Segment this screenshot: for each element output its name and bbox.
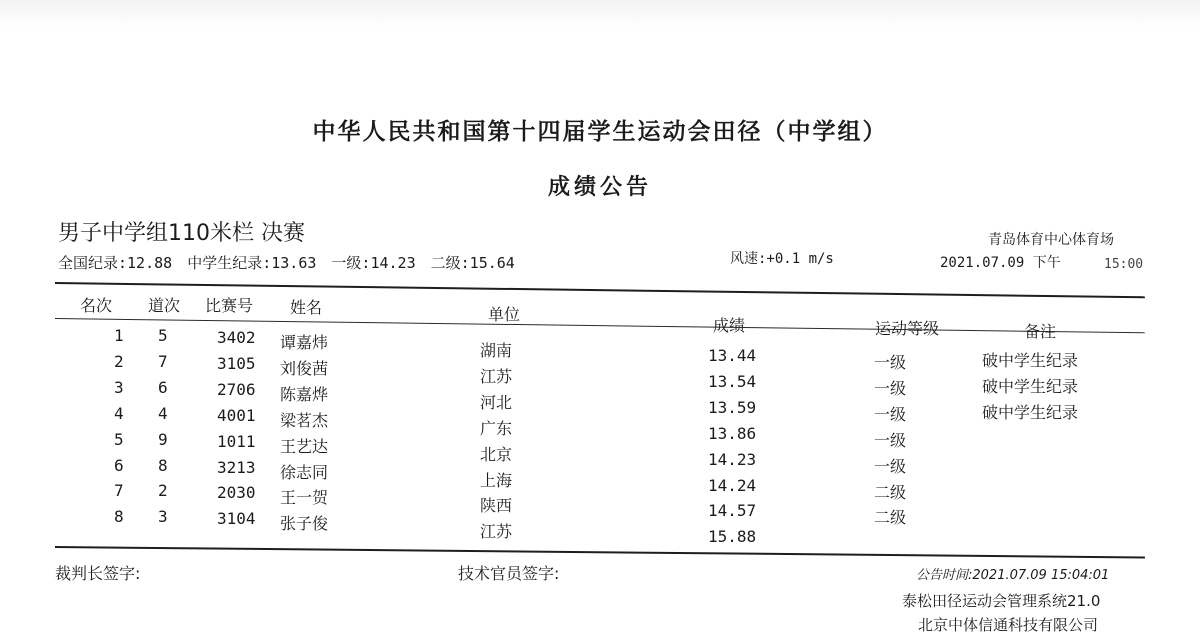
col-lane-header: 道次: [148, 296, 181, 315]
cell-grade: 一级: [874, 353, 907, 372]
cell-bib: 3213: [217, 457, 256, 477]
cell-rank: 4: [114, 403, 124, 423]
cell-bib: 3105: [217, 353, 256, 373]
cell-result: 15.88: [708, 527, 757, 547]
cell-unit: 陕西: [480, 496, 513, 516]
cell-bib: 2030: [217, 483, 256, 503]
records-line: 全国纪录:12.88 中学生纪录:13.63 一级:14.23 二级:15.64: [58, 254, 515, 272]
cell-unit: 河北: [480, 392, 513, 412]
cell-lane: 9: [158, 429, 168, 449]
event-date: 2021.07.09 下午: [940, 255, 1061, 271]
cell-unit: 江苏: [480, 366, 513, 386]
cell-rank: 5: [114, 429, 124, 449]
cell-lane: 8: [158, 455, 168, 475]
tech-official-signature: 技术官员签字:: [458, 564, 560, 583]
col-name-header: 姓名: [290, 298, 323, 317]
cell-name: 谭嘉炜: [280, 333, 329, 352]
cell-name: 梁茗杰: [280, 410, 329, 430]
cell-name: 徐志同: [280, 462, 329, 482]
cell-name: 刘俊茜: [280, 358, 329, 378]
company-name: 北京中体信通科技有限公司: [918, 616, 1099, 634]
cell-unit: 上海: [480, 470, 513, 490]
cell-grade: 一级: [874, 430, 907, 450]
col-note-header: 备注: [1024, 322, 1057, 341]
cell-lane: 7: [158, 351, 168, 371]
paper-fold-shadow: [0, 0, 1200, 28]
cell-unit: 广东: [480, 418, 513, 438]
cell-bib: 3402: [217, 328, 256, 347]
cell-rank: 8: [114, 507, 124, 527]
cell-lane: 5: [158, 326, 168, 345]
cell-result: 14.57: [708, 501, 757, 521]
cell-bib: 1011: [217, 431, 256, 451]
col-rank-header: 名次: [80, 296, 113, 315]
cell-lane: 6: [158, 377, 168, 397]
cell-unit: 江苏: [480, 522, 513, 542]
table-bottom-rule: [55, 546, 1145, 558]
cell-result: 14.24: [708, 475, 757, 495]
cell-grade: 一级: [874, 456, 907, 476]
cell-name: 王艺达: [280, 436, 329, 456]
cell-grade: 二级: [874, 508, 907, 528]
document-subtitle: 成绩公告: [547, 175, 652, 200]
cell-rank: 3: [114, 377, 124, 397]
col-result-header: 成绩: [713, 316, 746, 335]
cell-bib: 3104: [217, 509, 256, 529]
cell-note: 破中学生纪录: [982, 376, 1079, 396]
cell-bib: 4001: [217, 405, 256, 425]
cell-unit: 北京: [480, 444, 513, 464]
chief-referee-signature: 裁判长签字:: [55, 564, 141, 583]
cell-result: 13.44: [708, 346, 757, 365]
document-title: 中华人民共和国第十四届学生运动会田径（中学组）: [312, 119, 888, 145]
cell-name: 王一贺: [280, 488, 329, 508]
wind-speed: 风速:+0.1 m/s: [730, 251, 834, 267]
cell-rank: 6: [114, 455, 124, 475]
event-time: 15:00: [1104, 257, 1144, 272]
cell-lane: 2: [158, 481, 168, 501]
cell-grade: 一级: [874, 378, 907, 398]
cell-result: 14.23: [708, 449, 757, 469]
cell-grade: 二级: [874, 482, 907, 502]
cell-rank: 7: [114, 481, 124, 501]
cell-bib: 2706: [217, 379, 256, 399]
cell-rank: 2: [114, 351, 124, 371]
cell-result: 13.54: [708, 371, 757, 391]
venue: 青岛体育中心体育场: [988, 232, 1114, 248]
col-unit-header: 单位: [488, 305, 521, 324]
cell-result: 13.86: [708, 423, 757, 443]
col-grade-header: 运动等级: [875, 319, 940, 338]
cell-unit: 湖南: [480, 341, 513, 360]
cell-grade: 一级: [874, 404, 907, 424]
cell-note: 破中学生纪录: [982, 351, 1079, 370]
event-name: 男子中学组110米栏 决赛: [58, 221, 305, 246]
cell-name: 张子俊: [280, 514, 329, 534]
cell-rank: 1: [114, 326, 124, 345]
cell-name: 陈嘉烨: [280, 384, 329, 404]
cell-result: 13.59: [708, 397, 757, 417]
cell-lane: 3: [158, 507, 168, 527]
publish-time: 公告时间:2021.07.09 15:04:01: [916, 568, 1110, 583]
cell-note: 破中学生纪录: [982, 402, 1079, 422]
system-name: 泰松田径运动会管理系统21.0: [902, 592, 1101, 610]
col-bib-header: 比赛号: [205, 296, 254, 315]
cell-lane: 4: [158, 403, 168, 423]
